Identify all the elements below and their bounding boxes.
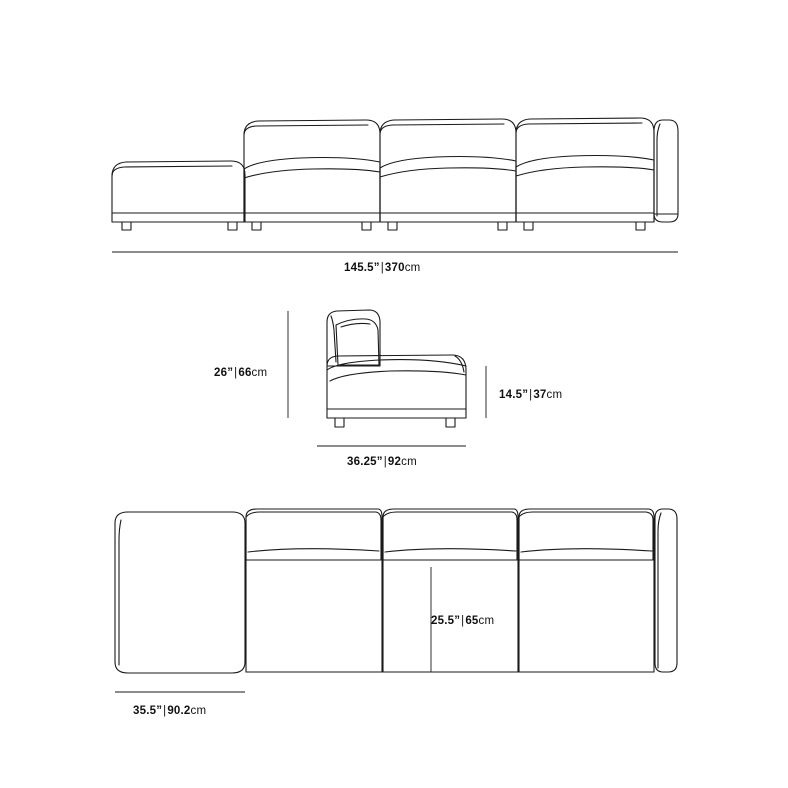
side-elevation-view [327, 310, 466, 427]
plan-seat-module-3 [519, 509, 654, 672]
plan-ottoman-module [115, 512, 245, 673]
front-ottoman-module [112, 161, 245, 230]
label-seat-height: 14.5”|37cm [499, 389, 563, 401]
front-seat-module-1 [244, 120, 380, 230]
label-overall-width: 145.5”|370cm [344, 262, 421, 274]
label-ottoman-depth: 35.5”|90.2cm [133, 705, 207, 717]
label-overall-depth: 25.5”|65cm [431, 615, 495, 627]
front-right-arm [654, 120, 678, 222]
plan-seat-module-1 [246, 509, 382, 672]
front-seat-module-3 [516, 118, 654, 230]
plan-seat-module-2 [383, 509, 518, 672]
front-elevation-view [112, 118, 678, 230]
label-module-width: 36.25”|92cm [347, 456, 417, 468]
top-plan-view [115, 509, 677, 673]
front-seat-module-2 [380, 119, 516, 230]
label-overall-height: 26”|66cm [214, 367, 268, 379]
plan-right-arm [655, 509, 677, 672]
dimension-lines-side [288, 311, 486, 446]
